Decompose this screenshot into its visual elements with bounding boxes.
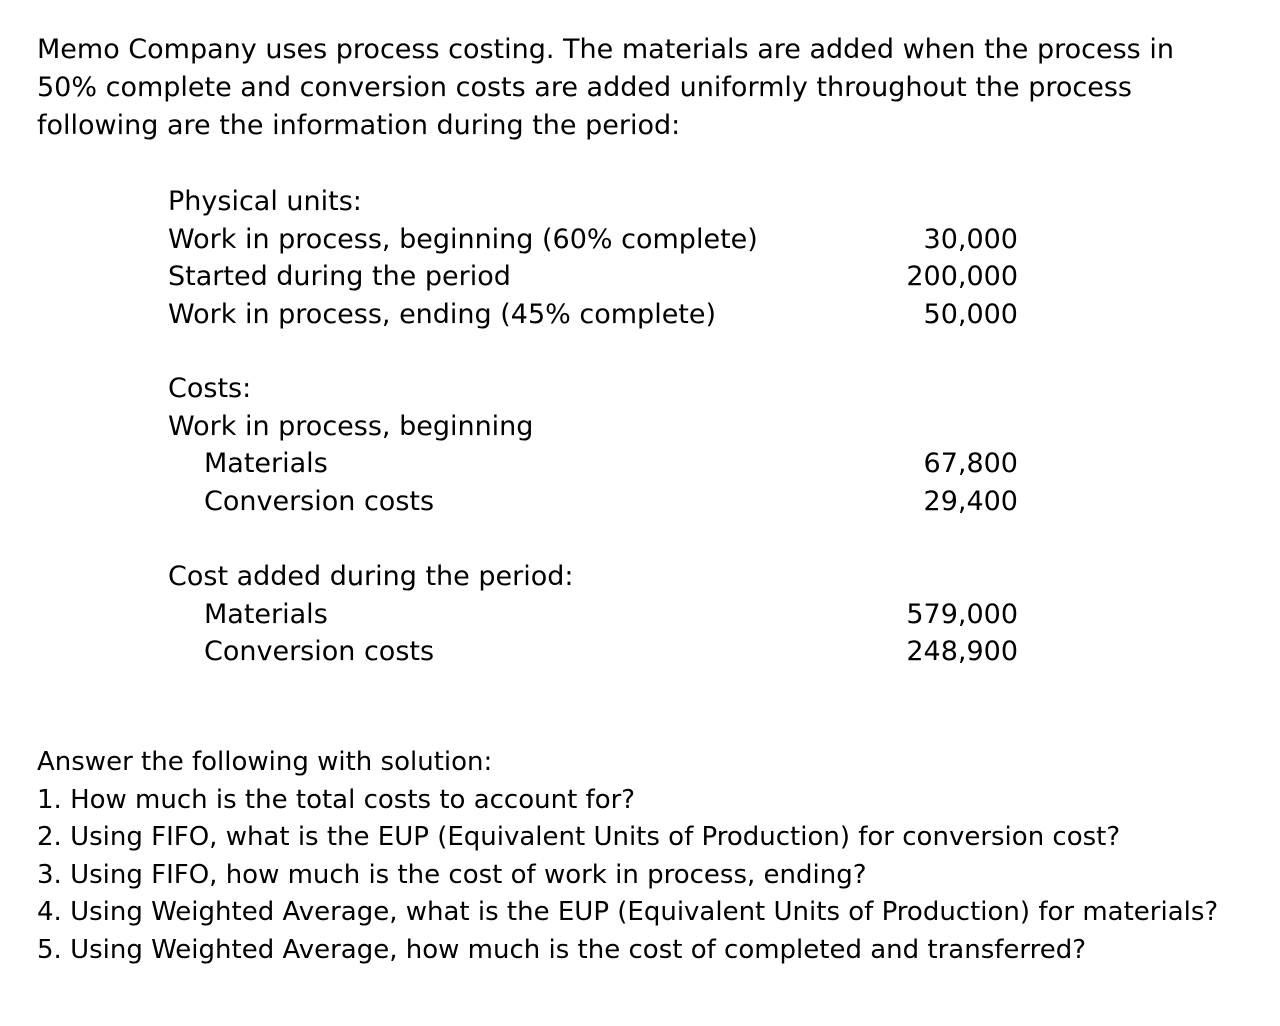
costs-subheading: Work in process, beginning: [168, 410, 534, 442]
costs-heading: Costs:: [168, 373, 252, 404]
row-label: Materials: [204, 448, 328, 479]
problem-statement: [37, 31, 1237, 145]
question-item: [37, 857, 1267, 895]
question-text: 3. Using FIFO, how much is the cost of work in process, ending?: [37, 859, 867, 890]
added-heading-row: [168, 558, 1028, 596]
intro-line: 50% complete and conversion costs are added uniformly throughout the process: [37, 72, 1132, 103]
questions-heading: Answer the following with solution:: [37, 747, 493, 777]
row-value: 579,000: [906, 598, 1018, 630]
physical-units-row: [168, 221, 1028, 259]
intro-line: following are the information during the period:: [37, 110, 681, 141]
question-item: [37, 819, 1267, 857]
row-value: 50,000: [923, 298, 1018, 330]
intro-line: Memo Company uses process costing. The materials are added when the process in: [37, 34, 1174, 65]
row-label: Work in process, beginning (60% complete): [168, 223, 758, 255]
question-text: 2. Using FIFO, what is the EUP (Equivalent Units of Production) for conversion cost?: [37, 822, 1121, 852]
row-value: 67,800: [923, 448, 1018, 479]
row-label: Conversion costs: [204, 485, 435, 517]
costs-row: [168, 483, 1028, 521]
physical-units-heading: Physical units:: [168, 186, 362, 217]
row-label: Started during the period: [168, 261, 511, 292]
costs-subheading-row: [168, 408, 1028, 446]
question-text: 1. How much is the total costs to account for?: [37, 784, 636, 815]
costs-section: [168, 370, 1028, 520]
question-text: 5. Using Weighted Average, how much is the cost of completed and transferred?: [37, 934, 1087, 965]
physical-units-row: [168, 258, 1028, 296]
costs-heading-row: [168, 370, 1028, 408]
row-label: Conversion costs: [204, 636, 435, 667]
row-label: Work in process, ending (45% complete): [168, 298, 717, 330]
physical-units-section: [168, 183, 1028, 333]
added-row: [168, 596, 1028, 634]
row-value: 248,900: [906, 636, 1018, 667]
questions-section: [37, 744, 1267, 969]
physical-units-row: [168, 296, 1028, 334]
costs-row: [168, 445, 1028, 483]
row-value: 30,000: [923, 223, 1018, 255]
row-label: Materials: [204, 598, 328, 630]
question-item: [37, 894, 1267, 932]
question-text: 4. Using Weighted Average, what is the EUP (Equivalent Units of Production) for materials?: [37, 897, 1219, 927]
added-costs-section: [168, 558, 1028, 671]
question-item: [37, 932, 1267, 970]
row-value: 200,000: [906, 261, 1018, 292]
row-value: 29,400: [923, 485, 1018, 517]
physical-units-heading-row: [168, 183, 1028, 221]
questions-heading-row: [37, 744, 1267, 782]
question-item: [37, 782, 1267, 820]
added-heading: Cost added during the period:: [168, 561, 574, 592]
added-row: [168, 633, 1028, 671]
